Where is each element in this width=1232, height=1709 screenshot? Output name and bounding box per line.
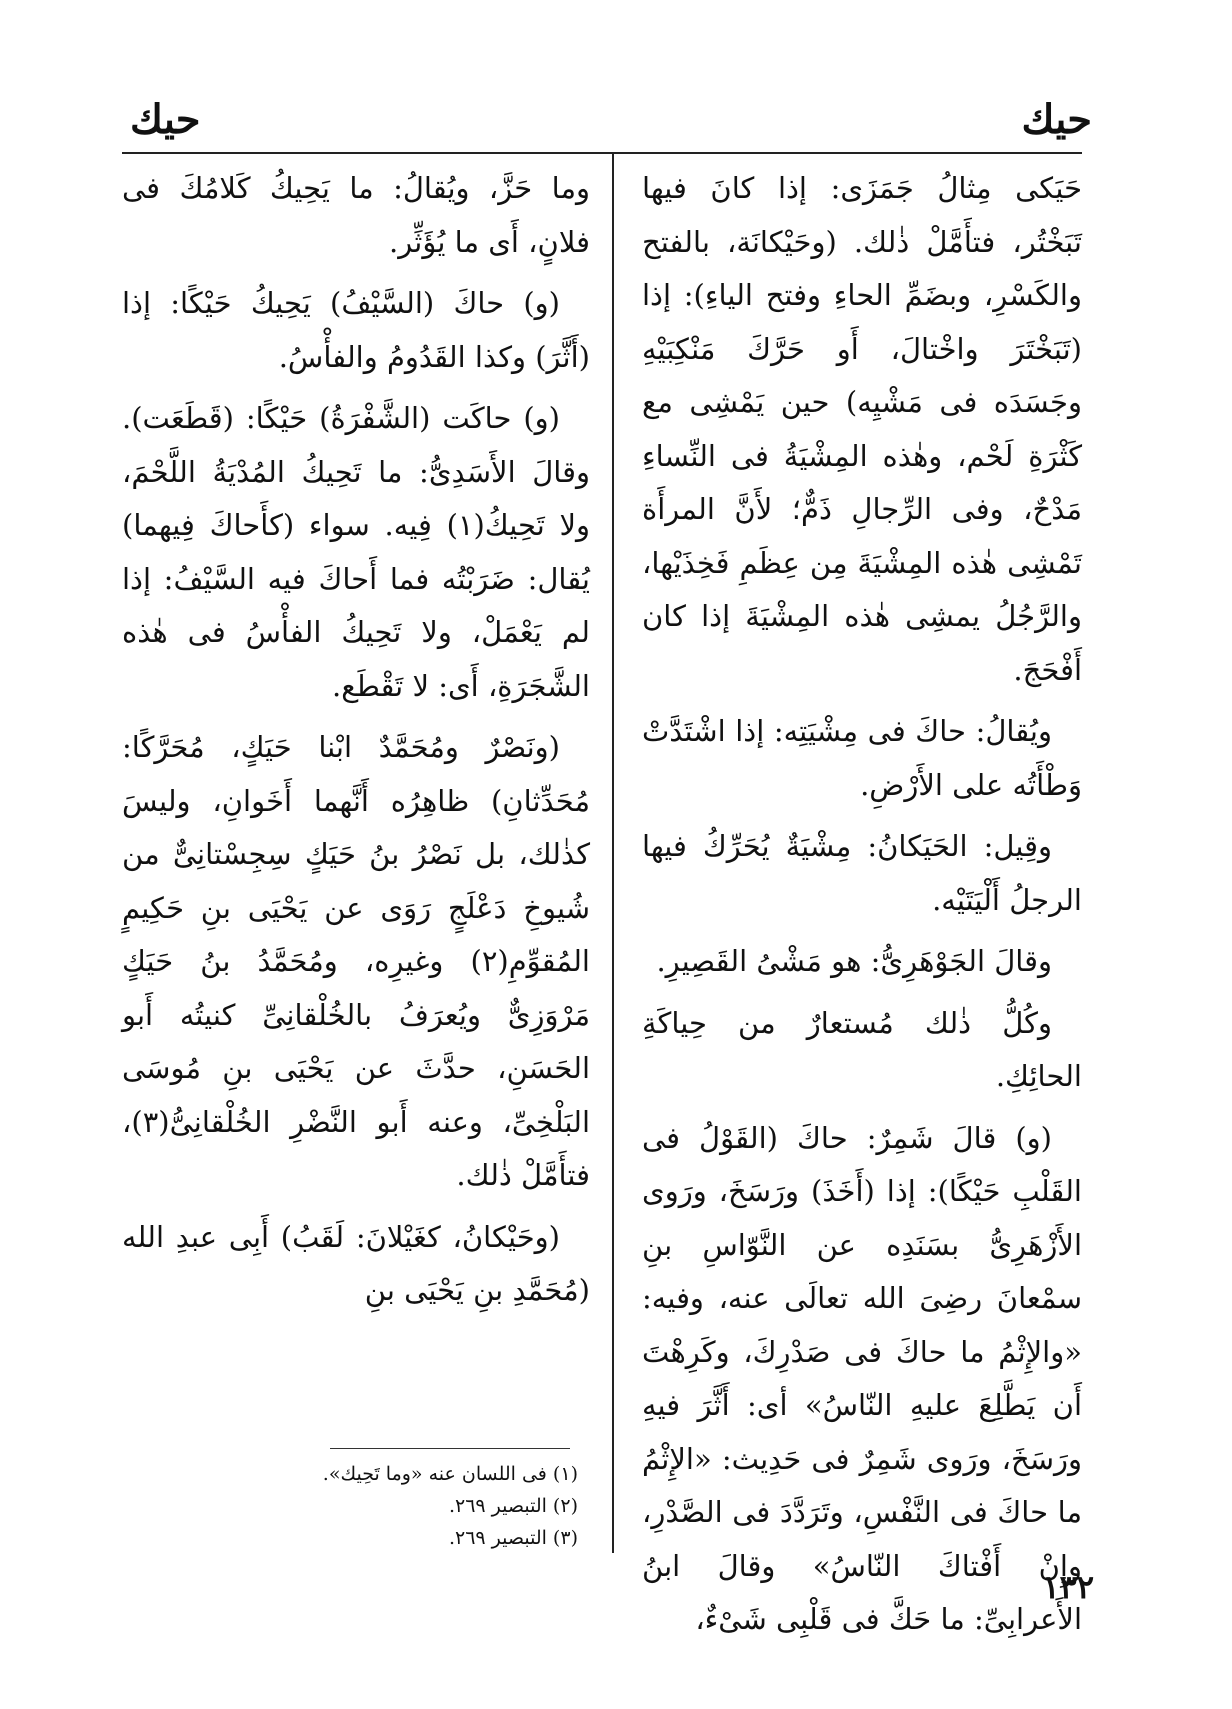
header-word-right: حيك — [1021, 96, 1092, 143]
left-paragraph: وما حَزَّ، ويُقالُ: ما يَحِيكُ كَلامُكَ فى فلانٍ، أَى ما يُؤَثِّر. — [122, 171, 590, 259]
header-rule — [122, 152, 1082, 154]
right-paragraph: حَيَكى مِثالُ جَمَزَى: إذا كانَ فيها تَبَخْتُر، فتأَمَّلْ ذٰلك. (وحَيْكانَة، بالفتح والكَسْرِ، وبضَمِّ الحاءِ وفتح الياءِ): إذا (تَبَخْتَرَ واخْتالَ، أَو حَرَّكَ مَنْكِبَيْهِ وجَسَدَه فى مَشْيِه) حين يَمْشِى مع كَثْرَةِ لَحْم، وهٰذه المِشْيَةُ فى النِّساءِ مَدْحٌ، وفى الرِّجالِ ذَمٌّ؛ لأَنَّ المرأَة تَمْشِى هٰذه المِشْيَةَ مِن عِظَمِ فَخِذَيْها، والرَّجُلُ يمشِى هٰذه المِشْيَةَ إذا كان أَفْحَجَ. — [642, 171, 1082, 687]
footnote-item: (١) فى اللسان عنه «وما تَحِيك». — [322, 1463, 578, 1485]
footnote-rule — [330, 1448, 570, 1449]
right-paragraph: وقِيل: الحَيَكانُ: مِشْيَةٌ يُحَرِّكُ فيها الرجلُ أَلْيَتَيْه. — [642, 829, 1082, 917]
right-column — [642, 162, 1082, 1655]
header-word-left: حيك — [130, 96, 201, 143]
left-paragraph: (و) حاكَت (الشَّفْرَةُ) حَيْكًا: (قَطَعَت). وقالَ الأَسَدِىُّ: ما تَحِيكُ المُدْيَةُ اللَّحْمَ، ولا تَحِيكُ(١) فِيه. سواء (كأَحاكَ فِيهما) يُقال: ضَرَبْتُه فما أَحاكَ فيه السَّيْفُ: إذا لم يَعْمَلْ، ولا تَحِيكُ الفأْسُ فى هٰذه الشَّجَرَةِ، أَى: لا تَقْطَع. — [122, 401, 591, 703]
right-paragraph: وكُلُّ ذٰلك مُستعارٌ من حِياكَةِ الحائِكِ. — [642, 1005, 1082, 1093]
footnotes — [130, 1458, 578, 1554]
footnote-item: (٣) التبصير ٢٦٩. — [448, 1527, 578, 1549]
footnote-item: (٢) التبصير ٢٦٩. — [448, 1495, 578, 1517]
column-divider — [612, 153, 614, 1553]
left-column — [122, 162, 590, 1326]
right-paragraph: (و) قالَ شَمِرٌ: حاكَ (القَوْلُ فى القَلْبِ حَيْكًا): إذا (أَخَذَ) ورَسَخَ، ورَوى الأَزْهَرِىُّ بسَنَدِه عن النَّوّاسِ بنِ سمْعانَ رضِىَ الله تعالَى عنه، وفيه: «والإِثْمُ ما حاكَ فى صَدْرِكَ، وكَرِهْتَ أَن يَطَّلِعَ عليهِ النّاسُ» أى: أَثَّرَ فيهِ ورَسَخَ، ورَوى شَمِرٌ فى حَدِيث: «الإِثْمُ ما حاكَ فى النَّفْسِ، وتَرَدَّدَ فى الصَّدْرِ، وإِنْ أَفْتاكَ النّاسُ» وقالَ ابنُ الأَعرابِىِّ: ما حَكَّ فى قَلْبِى شَىْءٌ، — [642, 1120, 1082, 1636]
left-paragraph: (وحَيْكانُ، كغَيْلانَ: لَقَبُ) أَبِى عبدِ الله (مُحَمَّدِ بنِ يَحْيَى بنِ — [122, 1219, 590, 1307]
right-paragraph: ويُقالُ: حاكَ فى مِشْيَتِه: إذا اشْتَدَّتْ وَطْأَتُه على الأَرْضِ. — [642, 714, 1082, 802]
page-number: ١٣٢ — [1042, 1568, 1094, 1606]
left-paragraph: (و) حاكَ (السَّيْفُ) يَحِيكُ حَيْكًا: إذا (أَثَّرَ) وكذا القَدُومُ والفأْسُ. — [122, 286, 590, 374]
right-paragraph: وقالَ الجَوْهَرِىُّ: هو مَشْىُ القَصِيرِ. — [656, 944, 1052, 978]
left-paragraph: (ونَصْرٌ ومُحَمَّدٌ ابْنا حَيَكٍ، مُحَرَّكًا: مُحَدِّثانِ) ظاهِرُه أَنَّهما أَخَوانِ، وليسَ كذٰلك، بل نَصْرُ بنُ حَيَكٍ سِجِسْتانِىٌّ من شُيوخِ دَعْلَجٍ رَوَى عن يَحْيَى بنِ حَكِيمٍ المُقوِّمِ(٢) وغيرِه، ومُحَمَّدُ بنُ حَيَكٍ مَرْوَزِىٌّ ويُعرَفُ بالخُلْقانِىِّ كنيتُه أَبو الحَسَنِ، حدَّثَ عن يَحْيَى بنِ مُوسَى البَلْخِىِّ، وعنه أَبو النَّضْرِ الخُلْقانِىُّ(٣)، فتأَمَّلْ ذٰلك. — [122, 730, 590, 1192]
